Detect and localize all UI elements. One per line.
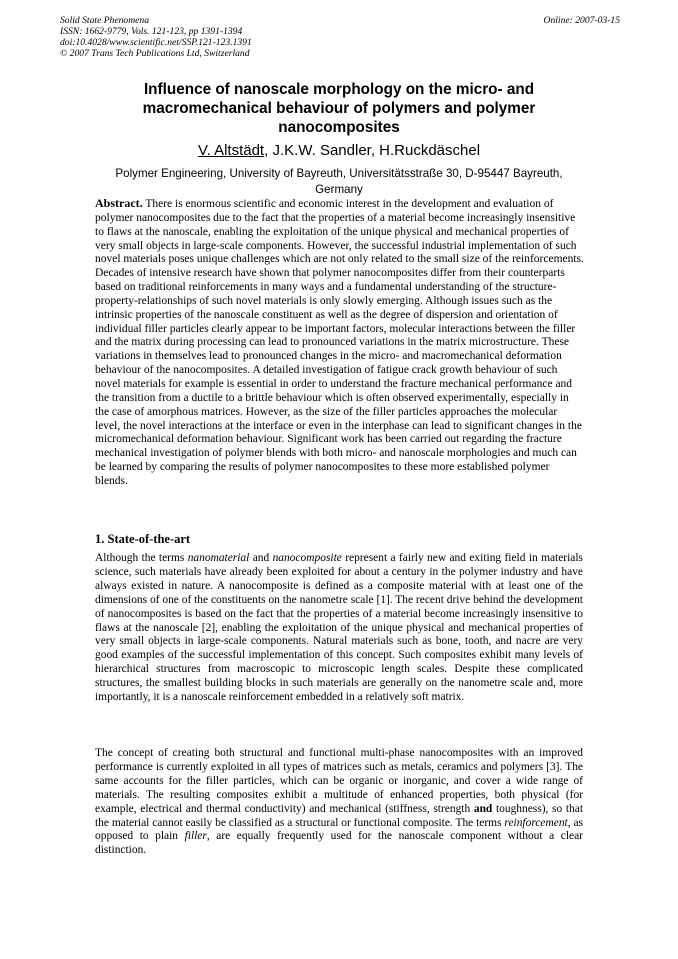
body-paragraph-1 <box>95 552 583 705</box>
text-run: The concept of creating both structural and functional multi-phase nanocomposites with an improved performance is currently exploited in all types of matrices such as metals, ceramics and polymers [3]. The same accounts for the filler particles, which can be organic or inorganic, and cover a wide range of materials. The resulting composites exhibit a multitude of enhanced properties, both physical (for example, electrical and thermal conductivity) and mechanical (stiffness, strength <box>95 747 583 815</box>
body-paragraph-2 <box>95 747 583 858</box>
journal-name: Solid State Phenomena <box>60 15 149 26</box>
abstract-label: Abstract. <box>95 196 143 210</box>
journal-metadata <box>60 15 620 59</box>
text-run: , are equally frequently used for the nanoscale component without a clear distinction. <box>95 830 583 857</box>
doi-line: doi:10.4028/www.scientific.net/SSP.121-123.1391 <box>60 37 252 48</box>
author-list <box>94 141 584 161</box>
text-run: represent a fairly new and exiting field in materials science, such materials have already been exploited for about a century in the polymer industry and have always existed in nature. A nanocomposite is defined as a composite material with at least one of the dimensions of one of the constituents on the nanometre scale [1]. The recent drive behind the development of nanocomposites is based on the fact that the properties of a material become increasingly insensitive to flaws at the nanoscale [2], enabling the exploitation of the unique physical and mechanical properties of very small objects in large-scale components. Natural materials such as bone, tooth, and nacre are very good examples of the successful implementation of this concept. Such composites exhibit many levels of hierarchical structures from macroscopic to microscopic length scales. Despite these complicated structures, the smallest building blocks in such materials are generally on the nanometre scale and, more importantly, it is a nanoscale reinforcement embedded in a relatively soft matrix. <box>95 552 583 704</box>
issn-line: ISSN: 1662-9779, Vols. 121-123, pp 1391-1394 <box>60 26 243 37</box>
text-run: and <box>249 552 273 564</box>
primary-author: V. Altstädt <box>197 142 265 159</box>
paper-title: Influence of nanoscale morphology on the micro- and macromechanical behaviour of polymers and polymer nanocomposites <box>142 81 536 136</box>
emphasis-term: reinforcement <box>504 816 568 829</box>
online-date: Online: 2007-03-15 <box>543 15 620 26</box>
emphasis-term: nanocomposite <box>272 552 342 564</box>
text-run: Although the terms <box>95 552 188 564</box>
copyright-line: © 2007 Trans Tech Publications Ltd, Switzerland <box>60 48 250 59</box>
affiliation: Polymer Engineering, University of Bayreuth, Universitätsstraße 30, D-95447 Bayreuth, Germany <box>115 167 563 196</box>
text-run: , as opposed to plain <box>95 816 583 843</box>
section-heading: 1. State-of-the-art <box>95 532 191 546</box>
co-authors: , J.K.W. Sandler, H.Ruckdäschel <box>264 142 481 159</box>
emphasis-term: nanomaterial <box>187 552 250 564</box>
text-run: toughness), so that the material cannot easily be classified as a structural or functional composite. The terms <box>95 802 583 829</box>
abstract-text: There is enormous scientific and economic interest in the development and evaluation of polymer nanocomposites due to the fact that the properties of a material become increasingly insensitive to flaws at the nanoscale, enabling the exploitation of the unique physical and mechanical properties of very small objects in large-scale components. However, the successful industrial implementation of such novel materials poses unique challenges which are not only related to the small size of the reinforcements. Decades of intensive research have shown that polymer nanocomposites differ from their counterparts based on traditional reinforcements in many ways and a fundamental understanding of the structure-property-relationships of such novel materials is only slowly emerging. Although issues such as the intrinsic properties of the nanoscale constituent as well as the degree of dispersion and orientation of individual filler particles clearly appear to be important factors, molecular interactions between the filler and the matrix during processing can lead to pronounced variations in the matrix microstructure. These variations in themselves lead to pronounced changes in the micro- and macromechanical deformation behaviour of the nanocomposites. A detailed investigation of fatigue crack growth behaviour of such novel materials for example is essential in order to understand the fracture mechanical performance and the transition from a ductile to a brittle behaviour which is often observed experimentally, especially in the case of amorphous matrices. However, as the size of the filler particles approaches the molecular level, the novel interactions at the interface or even in the interphase can lead to significant changes in the micromechanical deformation behaviour. Significant work has been carried out regarding the fracture mechanical investigation of polymer blends with both micro- and nanoscale morphologies and much can be learned by comparing the results of polymer nanocomposites to these more established polymer blends. <box>95 198 584 487</box>
bold-term: and <box>473 802 493 815</box>
emphasis-term: filler <box>184 830 207 843</box>
abstract <box>95 197 585 489</box>
